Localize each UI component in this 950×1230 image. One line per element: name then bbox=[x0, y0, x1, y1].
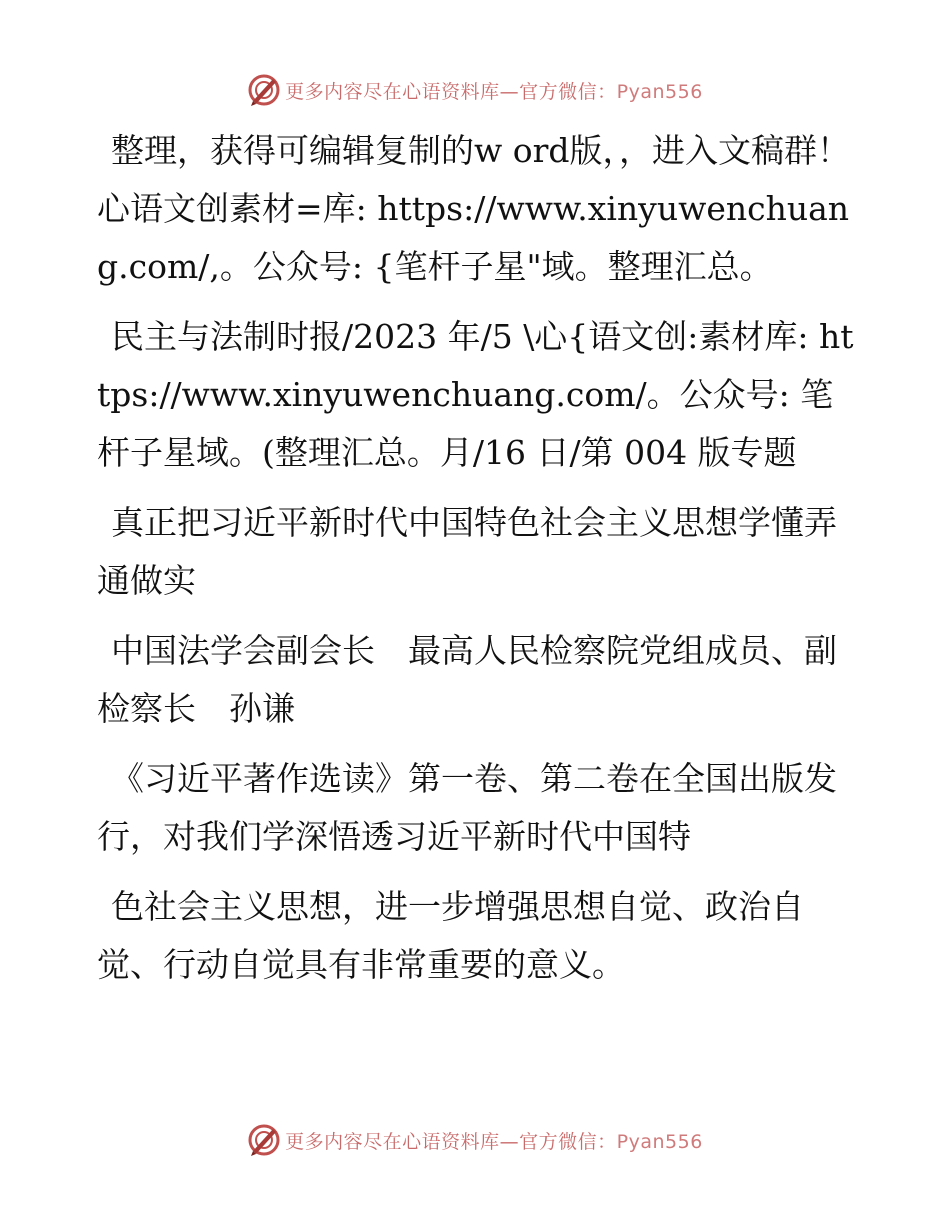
watermark-text: 更多内容尽在心语资料库—官方微信：Pyan556 bbox=[285, 80, 703, 103]
article-author: 中国法学会副会长 最高人民检察院党组成员、副检察长 孙谦 bbox=[97, 631, 837, 728]
paragraph-source: 民主与法制时报/2023 年/5 \心{语文创:素材库: https://www.xinyuwenchuang.com/。公众号: 笔杆子星域。(整理汇总。月/16 日/第 004 版专题 bbox=[97, 317, 854, 472]
header-watermark-banner bbox=[0, 70, 950, 110]
document-body bbox=[97, 122, 857, 1006]
paragraph-body-1: 《习近平著作选读》第一卷、第二卷在全国出版发行，对我们学深悟透习近平新时代中国特 bbox=[97, 759, 837, 856]
pen-logo-icon bbox=[247, 73, 281, 107]
footer-watermark-banner bbox=[0, 1120, 950, 1160]
paragraph-body-2: 色社会主义思想，进一步增强思想自觉、政治自觉、行动自觉具有非常重要的意义。 bbox=[97, 887, 804, 984]
watermark-text: 更多内容尽在心语资料库—官方微信：Pyan556 bbox=[285, 1130, 703, 1153]
article-title: 真正把习近平新时代中国特色社会主义思想学懂弄通做实 bbox=[97, 503, 837, 600]
pen-logo-icon bbox=[247, 1123, 281, 1157]
paragraph-intro: 整理，获得可编辑复制的w ord版，，进入文稿群！心语文创素材=库: https://www.xinyuwenchuang.com/,。公众号: {笔杆子星"域。整理汇总。 bbox=[97, 131, 851, 286]
